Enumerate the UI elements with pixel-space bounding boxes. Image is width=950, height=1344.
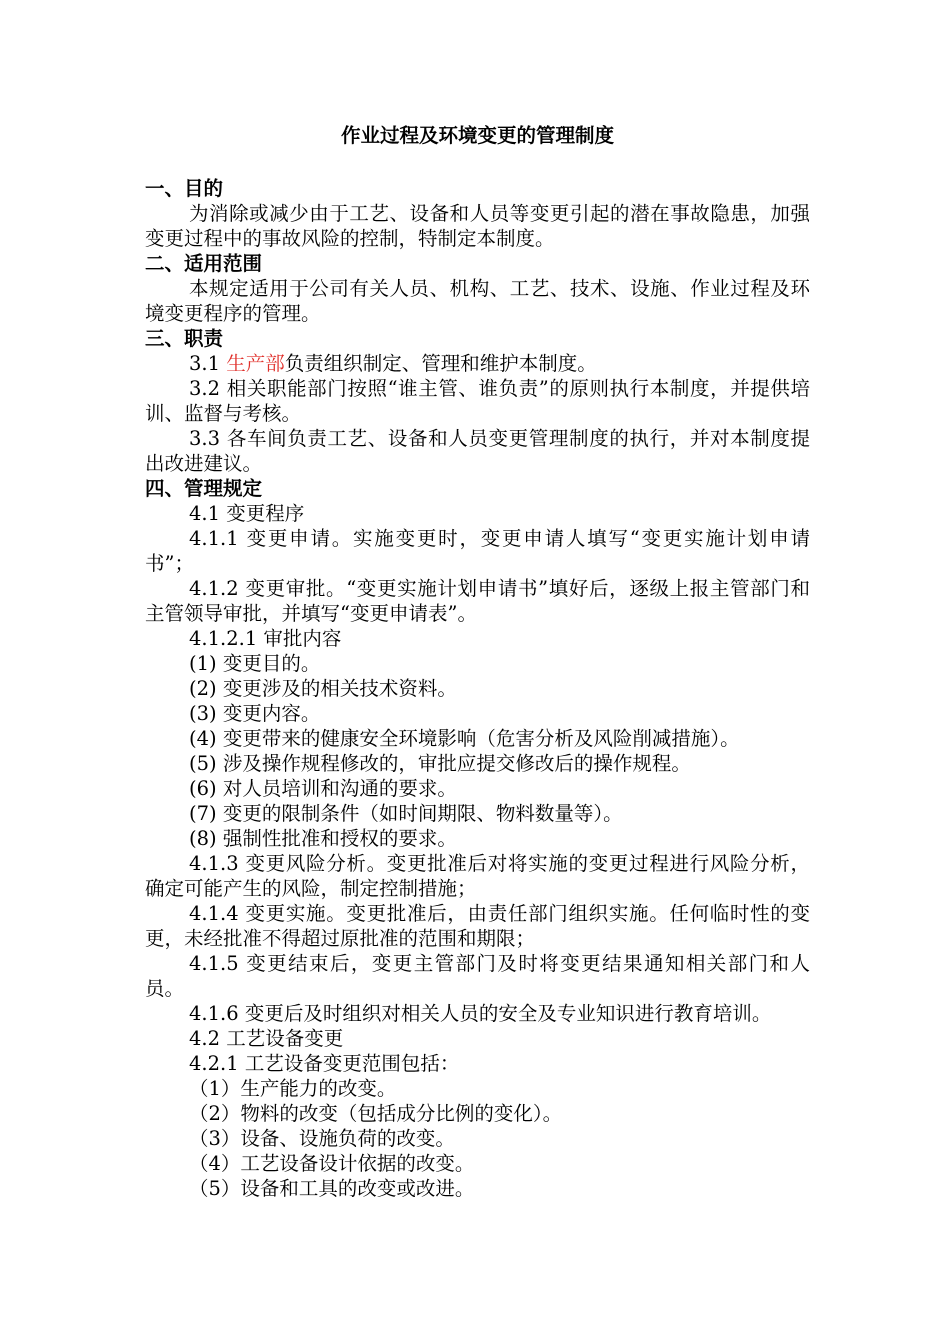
approval-item: (6) 对人员培训和沟通的要求。 bbox=[189, 777, 457, 800]
clause-4-1-5: 4.1.5 变更结束后，变更主管部门及时将变更结果通知相关部门和人员。 bbox=[145, 952, 810, 1000]
scope-item: （3）设备、设施负荷的改变。 bbox=[189, 1127, 455, 1150]
scope-item: （5）设备和工具的改变或改进。 bbox=[189, 1177, 475, 1200]
duty-3-1-rest: 负责组织制定、管理和维护本制度。 bbox=[284, 352, 597, 375]
clause-4-2-1: 4.2.1 工艺设备变更范围包括： bbox=[189, 1052, 460, 1075]
clause-4-1-1: 4.1.1 变更申请。实施变更时，变更申请人填写“变更实施计划申请书”； bbox=[145, 527, 810, 575]
scope-item: （4）工艺设备设计依据的改变。 bbox=[189, 1152, 475, 1175]
duty-3-1-department: 生产部 bbox=[226, 352, 285, 375]
document-page bbox=[145, 122, 810, 1201]
clause-4-1: 4.1 变更程序 bbox=[189, 502, 305, 525]
scope-item: （2）物料的改变（包括成分比例的变化）。 bbox=[189, 1102, 563, 1125]
section-heading-scope: 二、适用范围 bbox=[145, 252, 263, 275]
approval-item: (8) 强制性批准和授权的要求。 bbox=[189, 827, 457, 850]
section-heading-purpose: 一、目的 bbox=[145, 177, 224, 200]
approval-item: (2) 变更涉及的相关技术资料。 bbox=[189, 677, 457, 700]
clause-4-1-4: 4.1.4 变更实施。变更批准后，由责任部门组织实施。任何临时性的变更，未经批准不得超过原批准的范围和期限； bbox=[145, 902, 810, 950]
approval-item: (7) 变更的限制条件（如时间期限、物料数量等）。 bbox=[189, 802, 623, 825]
clause-4-1-3: 4.1.3 变更风险分析。变更批准后对将实施的变更过程进行风险分析，确定可能产生的风险，制定控制措施； bbox=[145, 852, 810, 900]
duty-3-1 bbox=[145, 351, 810, 376]
scope-items-list bbox=[145, 1076, 810, 1201]
duty-3-1-prefix: 3.1 bbox=[189, 352, 227, 375]
duty-3-3: 3.3 各车间负责工艺、设备和人员变更管理制度的执行，并对本制度提出改进建议。 bbox=[145, 427, 810, 475]
approval-item: (5) 涉及操作规程修改的，审批应提交修改后的操作规程。 bbox=[189, 752, 691, 775]
approval-item: (4) 变更带来的健康安全环境影响（危害分析及风险削减措施）。 bbox=[189, 727, 740, 750]
section-heading-management: 四、管理规定 bbox=[145, 477, 263, 500]
approval-item: (1) 变更目的。 bbox=[189, 652, 321, 675]
clause-4-2: 4.2 工艺设备变更 bbox=[189, 1027, 344, 1050]
approval-item: (3) 变更内容。 bbox=[189, 702, 321, 725]
purpose-text: 为消除或减少由于工艺、设备和人员等变更引起的潜在事故隐患，加强变更过程中的事故风险的控制，特制定本制度。 bbox=[145, 202, 810, 250]
clause-4-1-6: 4.1.6 变更后及时组织对相关人员的安全及专业知识进行教育培训。 bbox=[189, 1002, 772, 1025]
scope-item: （1）生产能力的改变。 bbox=[189, 1077, 397, 1100]
duty-3-2: 3.2 相关职能部门按照“谁主管、谁负责”的原则执行本制度，并提供培训、监督与考核。 bbox=[145, 377, 810, 425]
approval-items-list bbox=[145, 651, 810, 851]
document-title: 作业过程及环境变更的管理制度 bbox=[340, 124, 614, 147]
scope-text: 本规定适用于公司有关人员、机构、工艺、技术、设施、作业过程及环境变更程序的管理。 bbox=[145, 277, 810, 325]
clause-4-1-2-1: 4.1.2.1 审批内容 bbox=[189, 627, 342, 650]
clause-4-1-2: 4.1.2 变更审批。“变更实施计划申请书”填好后，逐级上报主管部门和主管领导审批，并填写“变更申请表”。 bbox=[145, 577, 810, 625]
section-heading-duties: 三、职责 bbox=[145, 327, 224, 350]
